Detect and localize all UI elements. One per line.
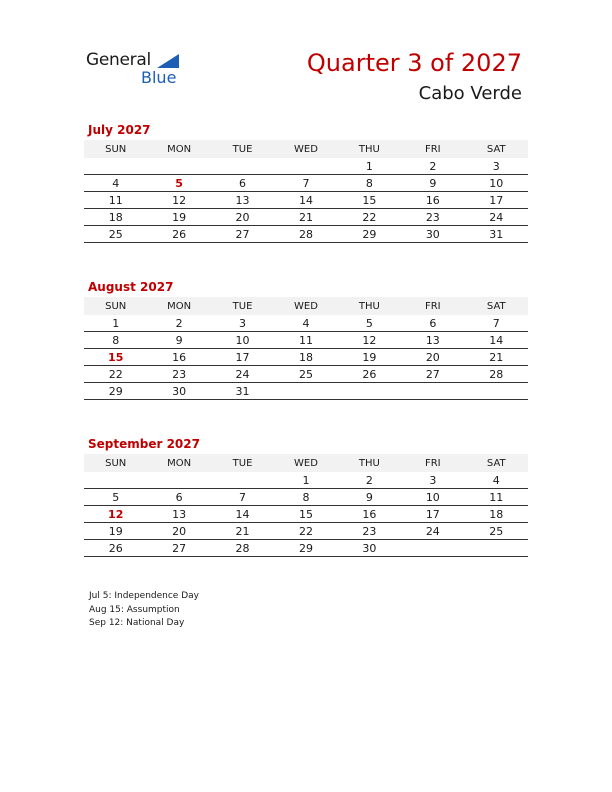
day-cell: 29: [84, 383, 147, 400]
empty-day-cell: [465, 540, 528, 557]
day-cell: 26: [84, 540, 147, 557]
day-cell: 5: [84, 489, 147, 506]
month-block-september: [84, 436, 528, 557]
day-cell: 8: [274, 489, 337, 506]
day-cell: 30: [147, 383, 210, 400]
day-cell: 14: [274, 192, 337, 209]
day-cell: 25: [465, 523, 528, 540]
day-cell: 14: [465, 332, 528, 349]
holiday-note: Aug 15: Assumption: [89, 604, 180, 615]
day-cell: 21: [211, 523, 274, 540]
day-cell: 8: [84, 332, 147, 349]
day-cell: 27: [401, 366, 464, 383]
day-cell: 5: [147, 175, 210, 192]
day-cell: 15: [84, 349, 147, 366]
empty-day-cell: [147, 472, 210, 489]
logo-flag-icon: [157, 54, 179, 68]
week-row: [84, 523, 528, 540]
week-row: [84, 472, 528, 489]
calendar-grid: [84, 297, 528, 400]
day-cell: 22: [338, 209, 401, 226]
day-cell: 3: [401, 472, 464, 489]
day-cell: 30: [401, 226, 464, 243]
day-cell: 20: [401, 349, 464, 366]
day-cell: 27: [211, 226, 274, 243]
week-row: [84, 383, 528, 400]
day-cell: 31: [211, 383, 274, 400]
day-cell: 9: [338, 489, 401, 506]
calendar-grid: [84, 140, 528, 243]
day-cell: 10: [401, 489, 464, 506]
day-cell: 7: [211, 489, 274, 506]
week-row: [84, 158, 528, 175]
week-row: [84, 540, 528, 557]
weekday-header: SAT: [465, 454, 528, 472]
week-row: [84, 489, 528, 506]
day-cell: 3: [211, 315, 274, 332]
weekday-header: WED: [274, 140, 337, 158]
day-cell: 16: [147, 349, 210, 366]
month-title: August 2027: [88, 280, 174, 294]
weekday-header-row: [84, 297, 528, 315]
day-cell: 26: [338, 366, 401, 383]
day-cell: 23: [338, 523, 401, 540]
day-cell: 11: [84, 192, 147, 209]
day-cell: 13: [147, 506, 210, 523]
day-cell: 2: [338, 472, 401, 489]
week-row: [84, 332, 528, 349]
day-cell: 9: [401, 175, 464, 192]
day-cell: 13: [401, 332, 464, 349]
weekday-header: MON: [147, 454, 210, 472]
day-cell: 20: [211, 209, 274, 226]
day-cell: 9: [147, 332, 210, 349]
logo-general-text: General: [86, 50, 151, 70]
day-cell: 31: [465, 226, 528, 243]
empty-day-cell: [401, 540, 464, 557]
day-cell: 8: [338, 175, 401, 192]
day-cell: 11: [465, 489, 528, 506]
day-cell: 28: [465, 366, 528, 383]
empty-day-cell: [401, 383, 464, 400]
day-cell: 15: [274, 506, 337, 523]
weekday-header: SUN: [84, 140, 147, 158]
month-title: September 2027: [88, 437, 200, 451]
day-cell: 18: [84, 209, 147, 226]
weekday-header: SAT: [465, 140, 528, 158]
weekday-header: WED: [274, 297, 337, 315]
week-row: [84, 226, 528, 243]
day-cell: 18: [274, 349, 337, 366]
day-cell: 17: [401, 506, 464, 523]
day-cell: 14: [211, 506, 274, 523]
country-name: Cabo Verde: [418, 83, 522, 104]
week-row: [84, 192, 528, 209]
day-cell: 2: [401, 158, 464, 175]
day-cell: 24: [211, 366, 274, 383]
month-block-july: [84, 122, 528, 243]
page-title: Quarter 3 of 2027: [306, 49, 522, 77]
empty-day-cell: [84, 158, 147, 175]
day-cell: 16: [401, 192, 464, 209]
day-cell: 17: [211, 349, 274, 366]
weekday-header: SUN: [84, 297, 147, 315]
day-cell: 16: [338, 506, 401, 523]
day-cell: 7: [465, 315, 528, 332]
day-cell: 19: [84, 523, 147, 540]
weekday-header: TUE: [211, 140, 274, 158]
day-cell: 26: [147, 226, 210, 243]
week-row: [84, 209, 528, 226]
day-cell: 4: [465, 472, 528, 489]
week-row: [84, 366, 528, 383]
day-cell: 12: [84, 506, 147, 523]
day-cell: 19: [338, 349, 401, 366]
weekday-header-row: [84, 454, 528, 472]
weekday-header: FRI: [401, 140, 464, 158]
day-cell: 25: [84, 226, 147, 243]
empty-day-cell: [465, 383, 528, 400]
day-cell: 17: [465, 192, 528, 209]
day-cell: 18: [465, 506, 528, 523]
day-cell: 10: [211, 332, 274, 349]
week-row: [84, 506, 528, 523]
weekday-header: FRI: [401, 454, 464, 472]
holiday-note: Jul 5: Independence Day: [89, 591, 199, 601]
day-cell: 3: [465, 158, 528, 175]
day-cell: 29: [274, 540, 337, 557]
day-cell: 6: [147, 489, 210, 506]
weekday-header: SAT: [465, 297, 528, 315]
empty-day-cell: [211, 472, 274, 489]
day-cell: 2: [147, 315, 210, 332]
weekday-header: THU: [338, 297, 401, 315]
weekday-header-row: [84, 140, 528, 158]
day-cell: 1: [84, 315, 147, 332]
day-cell: 23: [401, 209, 464, 226]
month-block-august: [84, 279, 528, 400]
day-cell: 28: [211, 540, 274, 557]
day-cell: 28: [274, 226, 337, 243]
weekday-header: TUE: [211, 297, 274, 315]
empty-day-cell: [274, 158, 337, 175]
day-cell: 19: [147, 209, 210, 226]
day-cell: 23: [147, 366, 210, 383]
day-cell: 6: [211, 175, 274, 192]
day-cell: 29: [338, 226, 401, 243]
day-cell: 27: [147, 540, 210, 557]
day-cell: 21: [274, 209, 337, 226]
day-cell: 24: [465, 209, 528, 226]
day-cell: 22: [84, 366, 147, 383]
weekday-header: WED: [274, 454, 337, 472]
empty-day-cell: [84, 472, 147, 489]
week-row: [84, 315, 528, 332]
day-cell: 24: [401, 523, 464, 540]
day-cell: 5: [338, 315, 401, 332]
month-title: July 2027: [88, 123, 151, 137]
weekday-header: THU: [338, 454, 401, 472]
day-cell: 30: [338, 540, 401, 557]
empty-day-cell: [211, 158, 274, 175]
week-row: [84, 349, 528, 366]
weekday-header: TUE: [211, 454, 274, 472]
day-cell: 1: [274, 472, 337, 489]
day-cell: 10: [465, 175, 528, 192]
day-cell: 15: [338, 192, 401, 209]
day-cell: 11: [274, 332, 337, 349]
day-cell: 22: [274, 523, 337, 540]
weekday-header: SUN: [84, 454, 147, 472]
weekday-header: MON: [147, 140, 210, 158]
day-cell: 6: [401, 315, 464, 332]
holiday-notes: [89, 590, 199, 631]
empty-day-cell: [338, 383, 401, 400]
week-row: [84, 175, 528, 192]
generalblue-logo: [86, 50, 186, 90]
logo-blue-text: Blue: [141, 68, 177, 87]
day-cell: 7: [274, 175, 337, 192]
day-cell: 13: [211, 192, 274, 209]
day-cell: 21: [465, 349, 528, 366]
empty-day-cell: [147, 158, 210, 175]
day-cell: 12: [338, 332, 401, 349]
day-cell: 20: [147, 523, 210, 540]
day-cell: 4: [84, 175, 147, 192]
day-cell: 4: [274, 315, 337, 332]
day-cell: 25: [274, 366, 337, 383]
empty-day-cell: [274, 383, 337, 400]
weekday-header: FRI: [401, 297, 464, 315]
holiday-note: Sep 12: National Day: [89, 618, 185, 628]
day-cell: 1: [338, 158, 401, 175]
calendar-grid: [84, 454, 528, 557]
day-cell: 12: [147, 192, 210, 209]
weekday-header: MON: [147, 297, 210, 315]
weekday-header: THU: [338, 140, 401, 158]
